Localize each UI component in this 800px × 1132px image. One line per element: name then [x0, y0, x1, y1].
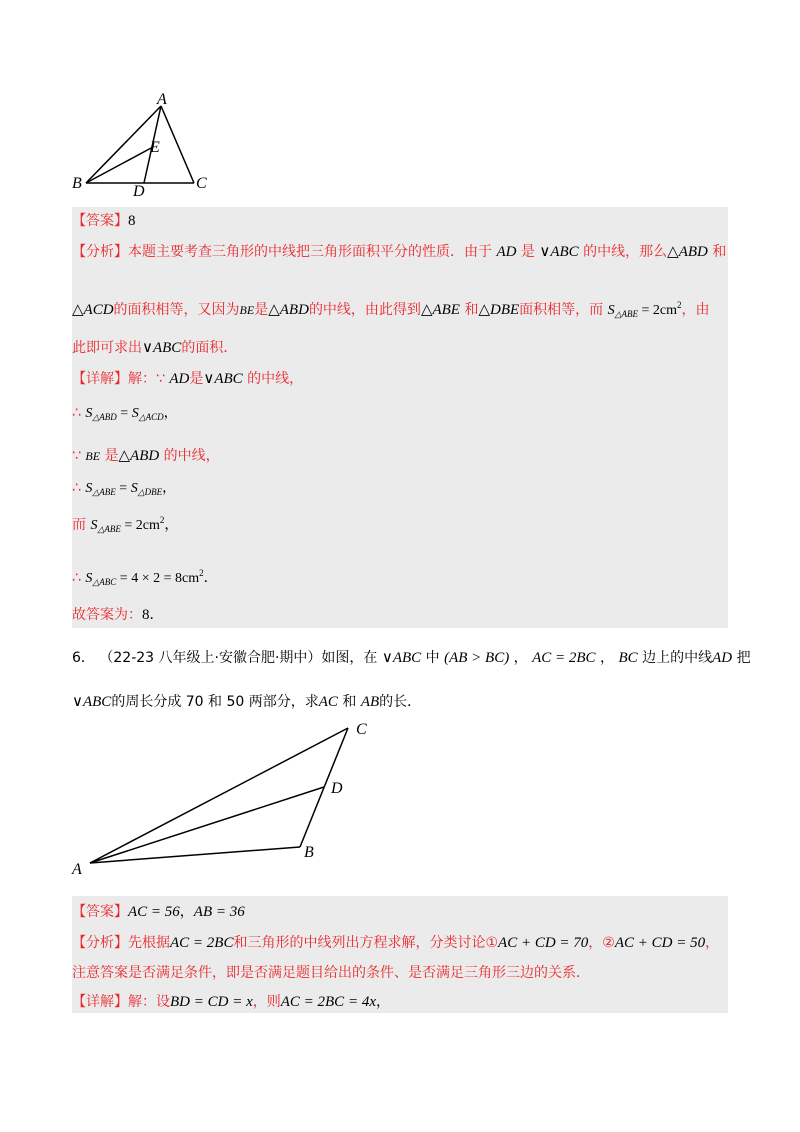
detail-text: 解：设 [128, 994, 170, 1010]
detail-text: 是 [189, 371, 204, 387]
label-d: D [133, 183, 145, 200]
analysis-text: 是 [254, 302, 269, 318]
math-abc: ABC [99, 577, 117, 587]
period: ． [149, 607, 164, 623]
answer-ab: AB = 36 [193, 904, 245, 920]
final-value: 8 [142, 607, 150, 623]
comma: ， [164, 517, 179, 533]
question-text: 边上的中线 [642, 650, 713, 666]
math-s: S [85, 481, 93, 496]
analysis-line-2 [72, 295, 710, 324]
math-abd: ABD [678, 244, 708, 260]
math-case-2: AC + CD = 50 [614, 935, 706, 951]
math-abe: ABE [432, 302, 460, 318]
math-condition: (AB > BC) [444, 650, 510, 666]
math-sup: 2 [677, 300, 682, 310]
math-case-1: AC + CD = 70 [498, 935, 589, 951]
math-dbe: DBE [489, 302, 520, 318]
triangle-symbol: ∨ [72, 694, 83, 710]
detail-text: 的中线， [163, 448, 220, 464]
triangle-symbol: △ [138, 412, 146, 422]
math-abd: ABD [279, 302, 309, 318]
final-answer-line [72, 605, 164, 625]
triangle-figure-2 [68, 716, 388, 886]
triangle-symbol: △ [667, 244, 679, 260]
detail-tag: 【详解】 [72, 994, 128, 1010]
analysis-text: 先根据 [128, 935, 170, 951]
math-value: = 2cm [124, 518, 160, 533]
math-eq: = [120, 406, 129, 421]
math-s: S [131, 406, 139, 421]
question-text: 和 [342, 694, 357, 710]
therefore-symbol: ∴ [72, 405, 81, 421]
label-b: B [304, 844, 314, 861]
math-ab: AB [360, 694, 380, 710]
math-abc: ABC [550, 244, 579, 260]
detail-text: ，则 [252, 994, 281, 1010]
math-abe: ABE [99, 487, 116, 497]
analysis-text: 和三角形的中线列出方程求解，分类讨论① [233, 935, 499, 951]
question-text: 的周长分成 70 和 50 两部分，求 [111, 694, 319, 710]
triangle-symbol: △ [97, 524, 105, 534]
analysis-line-2 [72, 963, 590, 983]
triangle-symbol: ∨ [539, 244, 551, 260]
math-abe: ABE [104, 524, 121, 534]
math-acd: ACD [83, 302, 114, 318]
triangle-symbol: ∨ [203, 371, 215, 387]
therefore-symbol: ∴ [72, 570, 81, 586]
analysis-text: 的面积相等，又因为 [113, 302, 240, 318]
detail-line-1 [72, 992, 390, 1012]
detail-line-2 [72, 403, 178, 427]
triangle-symbol: ∨ [381, 650, 393, 666]
analysis-line-1 [72, 933, 719, 953]
median-ad [90, 787, 324, 863]
math-s: S [130, 481, 138, 496]
answer-block-5 [72, 207, 728, 628]
analysis-line-3 [72, 338, 237, 358]
label-c: C [356, 721, 367, 738]
analysis-text: ， [705, 935, 720, 951]
analysis-text: 本题主要考查三角形的中线把三角形面积平分的性质．由于 [128, 244, 492, 260]
math-bc: BC [618, 650, 638, 666]
because-symbol: ∵ [72, 448, 81, 464]
detail-line-1 [72, 369, 303, 389]
side-ac [90, 728, 348, 863]
math-dbe: DBE [144, 487, 163, 497]
question-text: 把 [736, 650, 751, 666]
analysis-text: 的中线，由此得到 [308, 302, 421, 318]
answer-ac: AC = 56 [128, 904, 180, 920]
period: ． [203, 570, 218, 586]
math-abc: ABC [214, 371, 243, 387]
analysis-text: 和 [464, 302, 479, 318]
math-s: S [85, 571, 93, 586]
math-acd: ACD [145, 412, 164, 422]
label-b: B [72, 175, 82, 192]
answer-tag: 【答案】 [72, 904, 128, 920]
math-eq: = [119, 481, 128, 496]
question-text: ， [513, 650, 528, 666]
question-text: 的长． [379, 694, 422, 710]
analysis-text: 面积相等，而 [519, 302, 604, 318]
math-value: = 4 × 2 = 8cm [119, 571, 200, 586]
analysis-text: ，由 [681, 302, 710, 318]
analysis-text: 的面积． [181, 340, 238, 356]
math-condition: AC = 2BC [532, 650, 596, 666]
comma: ， [179, 904, 194, 920]
final-text: 故答案为： [72, 607, 142, 623]
math-abd: ABD [130, 448, 160, 464]
analysis-text: ，② [588, 935, 615, 951]
therefore-symbol: ∴ [72, 480, 81, 496]
math-sup: 2 [199, 568, 204, 578]
math-abc: ABC [152, 340, 182, 356]
math-ac: AC [318, 694, 338, 710]
comma: ， [163, 405, 178, 421]
detail-text: 而 [72, 517, 86, 533]
math-abe: ABE [621, 309, 639, 319]
analysis-tag: 【分析】 [72, 935, 128, 951]
triangle-symbol: △ [72, 302, 84, 318]
question-text: （22-23 八年级上·安徽合肥·期中）如图，在 [99, 650, 378, 666]
analysis-line-1 [72, 242, 726, 262]
side-ab [90, 847, 300, 863]
math-be: BE [239, 303, 255, 317]
analysis-tag: 【分析】 [72, 244, 128, 260]
answer-value: 8 [128, 213, 136, 229]
triangle-symbol: △ [92, 577, 100, 587]
math-abd: ABD [99, 412, 117, 422]
label-a: A [72, 861, 82, 878]
math-ad: AD [169, 371, 190, 387]
detail-line-4 [72, 478, 176, 502]
detail-line-5 [72, 510, 178, 539]
question-text: ， [600, 650, 615, 666]
math-s: S [607, 303, 615, 318]
math-expression: BD = CD = x [170, 994, 253, 1010]
triangle-symbol: ∨ [142, 340, 153, 356]
analysis-text: 是 [520, 244, 535, 260]
math-condition: AC = 2BC [170, 935, 234, 951]
triangle-symbol: △ [92, 412, 100, 422]
question-number: 6． [72, 650, 95, 666]
answer-line [72, 211, 136, 231]
label-e: E [150, 139, 160, 156]
answer-tag: 【答案】 [72, 213, 128, 229]
comma: ， [375, 994, 390, 1010]
triangle-symbol: △ [137, 487, 145, 497]
math-s: S [85, 406, 93, 421]
math-ad: AD [712, 650, 733, 666]
analysis-text: 注意答案是否满足条件，即是否满足题目给出的条件、是否满足三角形三边的关系． [72, 965, 590, 981]
math-s: S [90, 518, 98, 533]
math-sup: 2 [159, 515, 165, 525]
triangle-figure-1 [68, 92, 218, 202]
math-be: BE [85, 449, 101, 463]
label-a: A [157, 92, 167, 108]
math-abc: ABC [82, 694, 112, 710]
median-be [86, 147, 153, 183]
side-ac [161, 106, 194, 183]
detail-text: 是 [104, 448, 119, 464]
detail-line-6 [72, 563, 218, 592]
triangle-symbol: △ [118, 448, 131, 464]
detail-line-3 [72, 446, 220, 466]
triangle-symbol: △ [420, 302, 433, 318]
answer-block-6 [72, 896, 728, 1013]
answer-line [72, 902, 245, 922]
label-d: D [331, 780, 343, 797]
analysis-text: 和 [712, 244, 727, 260]
math-value: = 2cm [641, 303, 678, 318]
analysis-text: 此即可求出 [72, 340, 142, 356]
analysis-text: 的中线，那么 [583, 244, 668, 260]
triangle-symbol: △ [268, 302, 280, 318]
label-c: C [196, 175, 207, 192]
triangle-symbol: △ [478, 302, 490, 318]
detail-text: 的中线， [247, 371, 304, 387]
math-ad: AD [496, 244, 517, 260]
question-text: 中 [425, 650, 440, 666]
detail-text: 解：∵ [128, 371, 165, 387]
math-abc: ABC [392, 650, 422, 666]
question-6-line-2 [72, 692, 421, 712]
triangle-symbol: △ [614, 309, 622, 319]
detail-tag: 【详解】 [72, 371, 128, 387]
math-expression: AC = 2BC = 4x [280, 994, 376, 1010]
comma: ， [162, 480, 177, 496]
triangle-symbol: △ [92, 487, 100, 497]
question-6-line-1 [72, 648, 751, 668]
